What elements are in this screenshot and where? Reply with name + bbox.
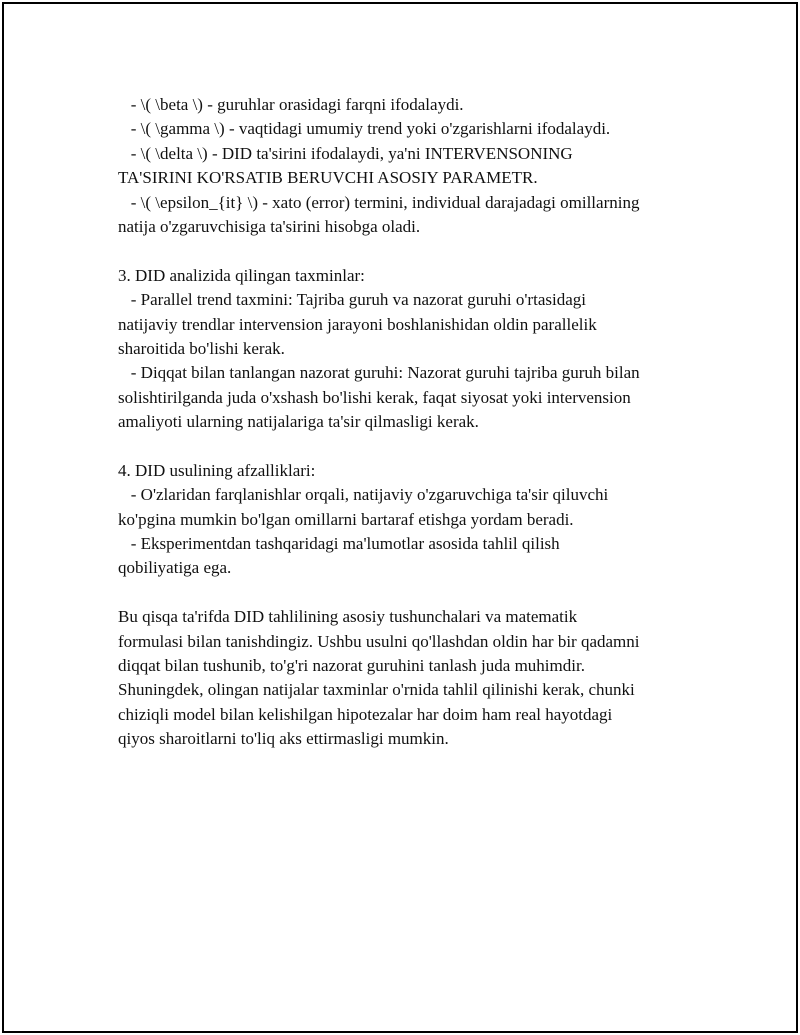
- text-line: natijaviy trendlar intervension jarayoni boshlanishidan oldin parallelik: [118, 314, 597, 334]
- paragraph: [118, 117, 693, 141]
- paragraph: [118, 264, 693, 288]
- paragraph: [118, 93, 693, 117]
- text-line: qobiliyatiga ega.: [118, 558, 232, 578]
- text-line: - \( \epsilon_{it} \) - xato (error) termini, individual darajadagi omillarning: [118, 192, 640, 212]
- text-line: TA'SIRINI KO'RSATIB BERUVCHI ASOSIY PARAMETR.: [118, 168, 538, 188]
- text-line: amaliyoti ularning natijalariga ta'sir qilmasligi kerak.: [118, 412, 479, 432]
- text-line: Shuningdek, olingan natijalar taxminlar o'rnida tahlil qilinishi kerak, chunki: [118, 680, 635, 700]
- text-line: - \( \gamma \) - vaqtidagi umumiy trend yoki o'zgarishlarni ifodalaydi.: [118, 119, 611, 139]
- text-line: sharoitida bo'lishi kerak.: [118, 338, 285, 358]
- paragraph: [118, 605, 693, 751]
- text-line: - Eksperimentdan tashqaridagi ma'lumotlar asosida tahlil qilish: [118, 534, 560, 554]
- paragraph: [118, 459, 693, 483]
- blank-line: [118, 239, 693, 263]
- text-line: chiziqli model bilan kelishilgan hipotezalar har doim ham real hayotdagi: [118, 704, 613, 724]
- text-line: qiyos sharoitlarni to'liq aks ettirmasligi mumkin.: [118, 729, 449, 749]
- text-line: natija o'zgaruvchisiga ta'sirini hisobga oladi.: [118, 216, 421, 236]
- paragraph: [118, 483, 693, 532]
- text-line: Bu qisqa ta'rifda DID tahlilining asosiy tushunchalari va matematik: [118, 607, 578, 627]
- text-line: 3. DID analizida qilingan taxminlar:: [118, 265, 365, 285]
- blank-line: [118, 434, 693, 458]
- text-line: - \( \delta \) - DID ta'sirini ifodalaydi, ya'ni INTERVENSONING: [118, 143, 573, 163]
- paragraph: [118, 532, 693, 581]
- text-line: - \( \beta \) - guruhlar orasidagi farqni ifodalaydi.: [118, 95, 464, 114]
- document-body: [118, 93, 693, 752]
- text-line: - O'zlaridan farqlanishlar orqali, natijaviy o'zgaruvchiga ta'sir qiluvchi: [118, 485, 609, 505]
- text-line: ko'pgina mumkin bo'lgan omillarni bartaraf etishga yordam beradi.: [118, 509, 574, 529]
- text-line: solishtirilganda juda o'xshash bo'lishi kerak, faqat siyosat yoki intervension: [118, 387, 631, 407]
- paragraph: [118, 361, 693, 434]
- paragraph: [118, 288, 693, 361]
- text-line: - Parallel trend taxmini: Tajriba guruh va nazorat guruhi o'rtasidagi: [118, 290, 586, 310]
- text-line: 4. DID usulining afzalliklari:: [118, 460, 316, 480]
- text-line: diqqat bilan tushunib, to'g'ri nazorat guruhini tanlash juda muhimdir.: [118, 655, 585, 675]
- paragraph: [118, 142, 693, 191]
- paragraph: [118, 191, 693, 240]
- text-line: - Diqqat bilan tanlangan nazorat guruhi: Nazorat guruhi tajriba guruh bilan: [118, 363, 640, 383]
- blank-line: [118, 581, 693, 605]
- text-line: formulasi bilan tanishdingiz. Ushbu usulni qo'llashdan oldin har bir qadamni: [118, 631, 640, 651]
